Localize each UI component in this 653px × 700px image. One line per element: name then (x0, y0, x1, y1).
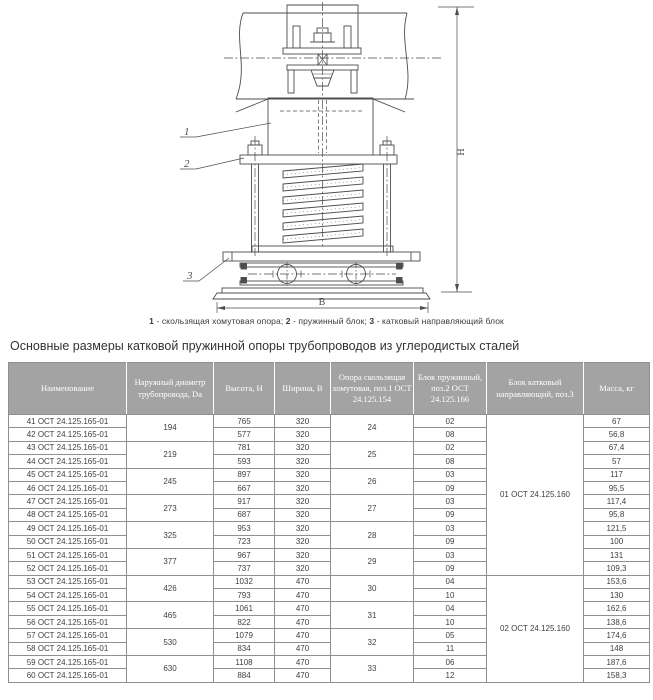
mass-cell: 148 (584, 642, 650, 655)
name-cell: 58 ОСТ 24.125.165-01 (9, 642, 127, 655)
height-cell: 577 (214, 428, 275, 441)
spring-block (240, 98, 397, 256)
width-cell: 320 (275, 481, 331, 494)
roller-block-cell: 02 ОСТ 24.125.160 (487, 575, 584, 682)
name-cell: 55 ОСТ 24.125.165-01 (9, 602, 127, 615)
width-cell: 320 (275, 441, 331, 454)
column-header: Высота, Н (214, 363, 275, 415)
width-cell: 320 (275, 508, 331, 521)
slide-support-cell: 29 (331, 548, 414, 575)
spring-block-cell: 05 (414, 629, 487, 642)
name-cell: 50 ОСТ 24.125.165-01 (9, 535, 127, 548)
slide-support-cell: 25 (331, 441, 414, 468)
width-cell: 470 (275, 656, 331, 669)
width-cell: 320 (275, 428, 331, 441)
height-cell: 834 (214, 642, 275, 655)
width-cell: 320 (275, 522, 331, 535)
height-cell: 687 (214, 508, 275, 521)
height-cell: 884 (214, 669, 275, 682)
table-row (9, 415, 650, 428)
height-cell: 781 (214, 441, 275, 454)
width-cell: 320 (275, 468, 331, 481)
mass-cell: 67,4 (584, 441, 650, 454)
spring-block-cell: 02 (414, 441, 487, 454)
clamp-support (283, 2, 361, 96)
width-cell: 320 (275, 535, 331, 548)
spring-block-cell: 04 (414, 602, 487, 615)
figure-caption: 1 - скользящая хомутовая опора; 2 - пружинный блок; 3 - катковый направляющий блок (149, 316, 504, 326)
callout-ref: 3 (369, 316, 375, 326)
diameter-cell: 325 (127, 522, 214, 549)
mass-cell: 57 (584, 455, 650, 468)
name-cell: 51 ОСТ 24.125.165-01 (9, 548, 127, 561)
mass-cell: 131 (584, 548, 650, 561)
spring-block-cell: 08 (414, 455, 487, 468)
name-cell: 41 ОСТ 24.125.165-01 (9, 415, 127, 428)
column-header: Наружный диаметр трубопровода, Da (127, 363, 214, 415)
height-cell: 723 (214, 535, 275, 548)
name-cell: 45 ОСТ 24.125.165-01 (9, 468, 127, 481)
mass-cell: 117,4 (584, 495, 650, 508)
slide-support-cell: 24 (331, 415, 414, 442)
mass-cell: 67 (584, 415, 650, 428)
spring-block-cell: 08 (414, 428, 487, 441)
name-cell: 43 ОСТ 24.125.165-01 (9, 441, 127, 454)
spring-block-cell: 03 (414, 468, 487, 481)
callout-1-number: 1 (184, 126, 190, 138)
table-header (9, 363, 650, 415)
width-cell: 320 (275, 415, 331, 428)
width-cell: 470 (275, 642, 331, 655)
slide-support-cell: 26 (331, 468, 414, 495)
height-cell: 897 (214, 468, 275, 481)
height-cell: 967 (214, 548, 275, 561)
name-cell: 59 ОСТ 24.125.165-01 (9, 656, 127, 669)
mass-cell: 153,6 (584, 575, 650, 588)
dim-width-label: В (318, 297, 326, 308)
spring-block-cell: 10 (414, 589, 487, 602)
spring-block-cell: 09 (414, 535, 487, 548)
slide-support-cell: 33 (331, 656, 414, 683)
diameter-cell: 273 (127, 495, 214, 522)
name-cell: 42 ОСТ 24.125.165-01 (9, 428, 127, 441)
dim-height-label: Н (456, 148, 467, 156)
spring-block-cell: 09 (414, 508, 487, 521)
callout-ref: 1 (149, 316, 154, 326)
roller-block (213, 252, 430, 299)
slide-support-cell: 30 (331, 575, 414, 602)
slide-support-cell: 28 (331, 522, 414, 549)
height-cell: 1061 (214, 602, 275, 615)
column-header: Наименование (9, 363, 127, 415)
diameter-cell: 465 (127, 602, 214, 629)
width-cell: 320 (275, 562, 331, 575)
callout-3-number: 3 (187, 270, 193, 282)
spring-block-cell: 09 (414, 481, 487, 494)
spring-block-cell: 02 (414, 415, 487, 428)
width-cell: 470 (275, 669, 331, 682)
column-header: Масса, кг (584, 363, 650, 415)
technical-drawing (0, 0, 653, 314)
slide-support-cell: 31 (331, 602, 414, 629)
spring-block-cell: 03 (414, 522, 487, 535)
height-cell: 953 (214, 522, 275, 535)
width-cell: 470 (275, 575, 331, 588)
roller-block-cell: 01 ОСТ 24.125.160 (487, 415, 584, 576)
mass-cell: 100 (584, 535, 650, 548)
height-cell: 667 (214, 481, 275, 494)
column-header: Блок катковый направляющий, поз.3 (487, 363, 584, 415)
mass-cell: 187,6 (584, 656, 650, 669)
name-cell: 57 ОСТ 24.125.165-01 (9, 629, 127, 642)
width-cell: 320 (275, 495, 331, 508)
spring-block-cell: 10 (414, 615, 487, 628)
mass-cell: 109,3 (584, 562, 650, 575)
width-cell: 470 (275, 589, 331, 602)
name-cell: 56 ОСТ 24.125.165-01 (9, 615, 127, 628)
mass-cell: 130 (584, 589, 650, 602)
height-cell: 1079 (214, 629, 275, 642)
name-cell: 47 ОСТ 24.125.165-01 (9, 495, 127, 508)
slide-support-cell: 27 (331, 495, 414, 522)
name-cell: 46 ОСТ 24.125.165-01 (9, 481, 127, 494)
name-cell: 44 ОСТ 24.125.165-01 (9, 455, 127, 468)
table-row (9, 575, 650, 588)
diameter-cell: 630 (127, 656, 214, 683)
name-cell: 53 ОСТ 24.125.165-01 (9, 575, 127, 588)
width-cell: 470 (275, 629, 331, 642)
column-header: Опора скользящая хомутовая, поз.1 ОСТ 24.125.154 (331, 363, 414, 415)
spring-block-cell: 12 (414, 669, 487, 682)
mass-cell: 56,8 (584, 428, 650, 441)
name-cell: 52 ОСТ 24.125.165-01 (9, 562, 127, 575)
name-cell: 54 ОСТ 24.125.165-01 (9, 589, 127, 602)
name-cell: 49 ОСТ 24.125.165-01 (9, 522, 127, 535)
spring-block-cell: 04 (414, 575, 487, 588)
spring-block-cell: 03 (414, 495, 487, 508)
width-cell: 470 (275, 602, 331, 615)
diameter-cell: 426 (127, 575, 214, 602)
spring-block-cell: 03 (414, 548, 487, 561)
diameter-cell: 245 (127, 468, 214, 495)
height-cell: 793 (214, 589, 275, 602)
spring-block-cell: 11 (414, 642, 487, 655)
callout-leaders (180, 123, 271, 281)
column-header: Ширина, В (275, 363, 331, 415)
diameter-cell: 219 (127, 441, 214, 468)
spring-block-cell: 09 (414, 562, 487, 575)
height-cell: 1032 (214, 575, 275, 588)
height-cell: 765 (214, 415, 275, 428)
mass-cell: 174,6 (584, 629, 650, 642)
pipe (224, 13, 441, 112)
name-cell: 48 ОСТ 24.125.165-01 (9, 508, 127, 521)
mass-cell: 158,3 (584, 669, 650, 682)
width-cell: 320 (275, 455, 331, 468)
height-cell: 737 (214, 562, 275, 575)
height-cell: 822 (214, 615, 275, 628)
table-title: Основные размеры катковой пружинной опоры трубопроводов из углеродистых сталей (10, 339, 520, 353)
mass-cell: 95,8 (584, 508, 650, 521)
dimensions-table (8, 362, 650, 683)
diameter-cell: 377 (127, 548, 214, 575)
slide-support-cell: 32 (331, 629, 414, 656)
mass-cell: 117 (584, 468, 650, 481)
mass-cell: 95,5 (584, 481, 650, 494)
width-cell: 320 (275, 548, 331, 561)
mass-cell: 138,6 (584, 615, 650, 628)
height-cell: 917 (214, 495, 275, 508)
diameter-cell: 194 (127, 415, 214, 442)
table-body (9, 415, 650, 683)
height-cell: 593 (214, 455, 275, 468)
spring-block-cell: 06 (414, 656, 487, 669)
callout-ref: 2 (285, 316, 291, 326)
height-cell: 1108 (214, 656, 275, 669)
name-cell: 60 ОСТ 24.125.165-01 (9, 669, 127, 682)
callout-2-number: 2 (184, 158, 190, 170)
column-header: Блок пружинный, поз.2 ОСТ 24.125.166 (414, 363, 487, 415)
width-cell: 470 (275, 615, 331, 628)
mass-cell: 121,5 (584, 522, 650, 535)
diameter-cell: 530 (127, 629, 214, 656)
mass-cell: 162,6 (584, 602, 650, 615)
